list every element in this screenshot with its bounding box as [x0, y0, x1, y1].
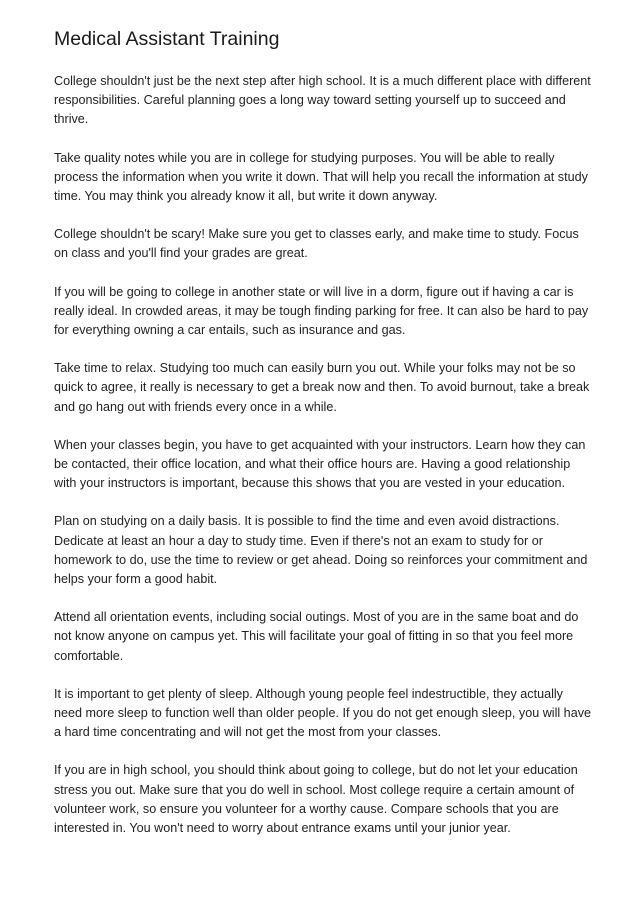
paragraph-9: It is important to get plenty of sleep. Although young people feel indestructible, they actually need more sleep to function well than older people. If you do not get enough sleep, you will have a hard time concentrating and will not get the most from your classes. [54, 686, 591, 740]
paragraph-7: Plan on studying on a daily basis. It is possible to find the time and even avoid distractions. Dedicate at least an hour a day to study time. Even if there's not an exam to study for or homework to do, use the time to review or get ahead. Doing so reinforces your commitment and helps your form a good habit. [54, 514, 588, 587]
document-title: Medical Assistant Training [54, 28, 280, 50]
paragraph-4: If you will be going to college in another state or will live in a dorm, figure out if having a car is really ideal. In crowded areas, it may be tough finding parking for free. It can also be hard to pay for everything owning a car entails, such as insurance and gas. [54, 284, 589, 338]
paragraph-6: When your classes begin, you have to get acquainted with your instructors. Learn how they can be contacted, their office location, and what their office hours are. Having a good relationship with your instructors is important, because this shows that you are vested in your education. [54, 437, 586, 491]
paragraph-5: Take time to relax. Studying too much can easily burn you out. While your folks may not be so quick to agree, it really is necessary to get a break now and then. To avoid burnout, take a break and go hang out with friends every once in a while. [54, 361, 590, 414]
paragraph-10: If you are in high school, you should think about going to college, but do not let your education stress you out. Make sure that you do well in school. Most college require a certain amount of volunteer work, so ensure you volunteer for a worthy cause. Compare schools that you are interested in. You won't need to worry about entrance exams until your junior year. [54, 763, 578, 836]
document-page [54, 26, 594, 857]
paragraph-1: College shouldn't just be the next step after high school. It is a much different place with different responsibilities. Careful planning goes a long way toward setting yourself up to succeed and thrive. [54, 74, 591, 127]
paragraph-2: Take quality notes while you are in college for studying purposes. You will be able to really process the information when you write it down. That will help you recall the information at study time. You may think you already know it all, but write it down anyway. [54, 150, 588, 204]
paragraph-3: College shouldn't be scary! Make sure you get to classes early, and make time to study. Focus on class and you'll find your grades are great. [54, 227, 579, 261]
paragraph-8: Attend all orientation events, including social outings. Most of you are in the same boat and do not know anyone on campus yet. This will facilitate your goal of fitting in so that you feel more comfortable. [54, 610, 579, 663]
